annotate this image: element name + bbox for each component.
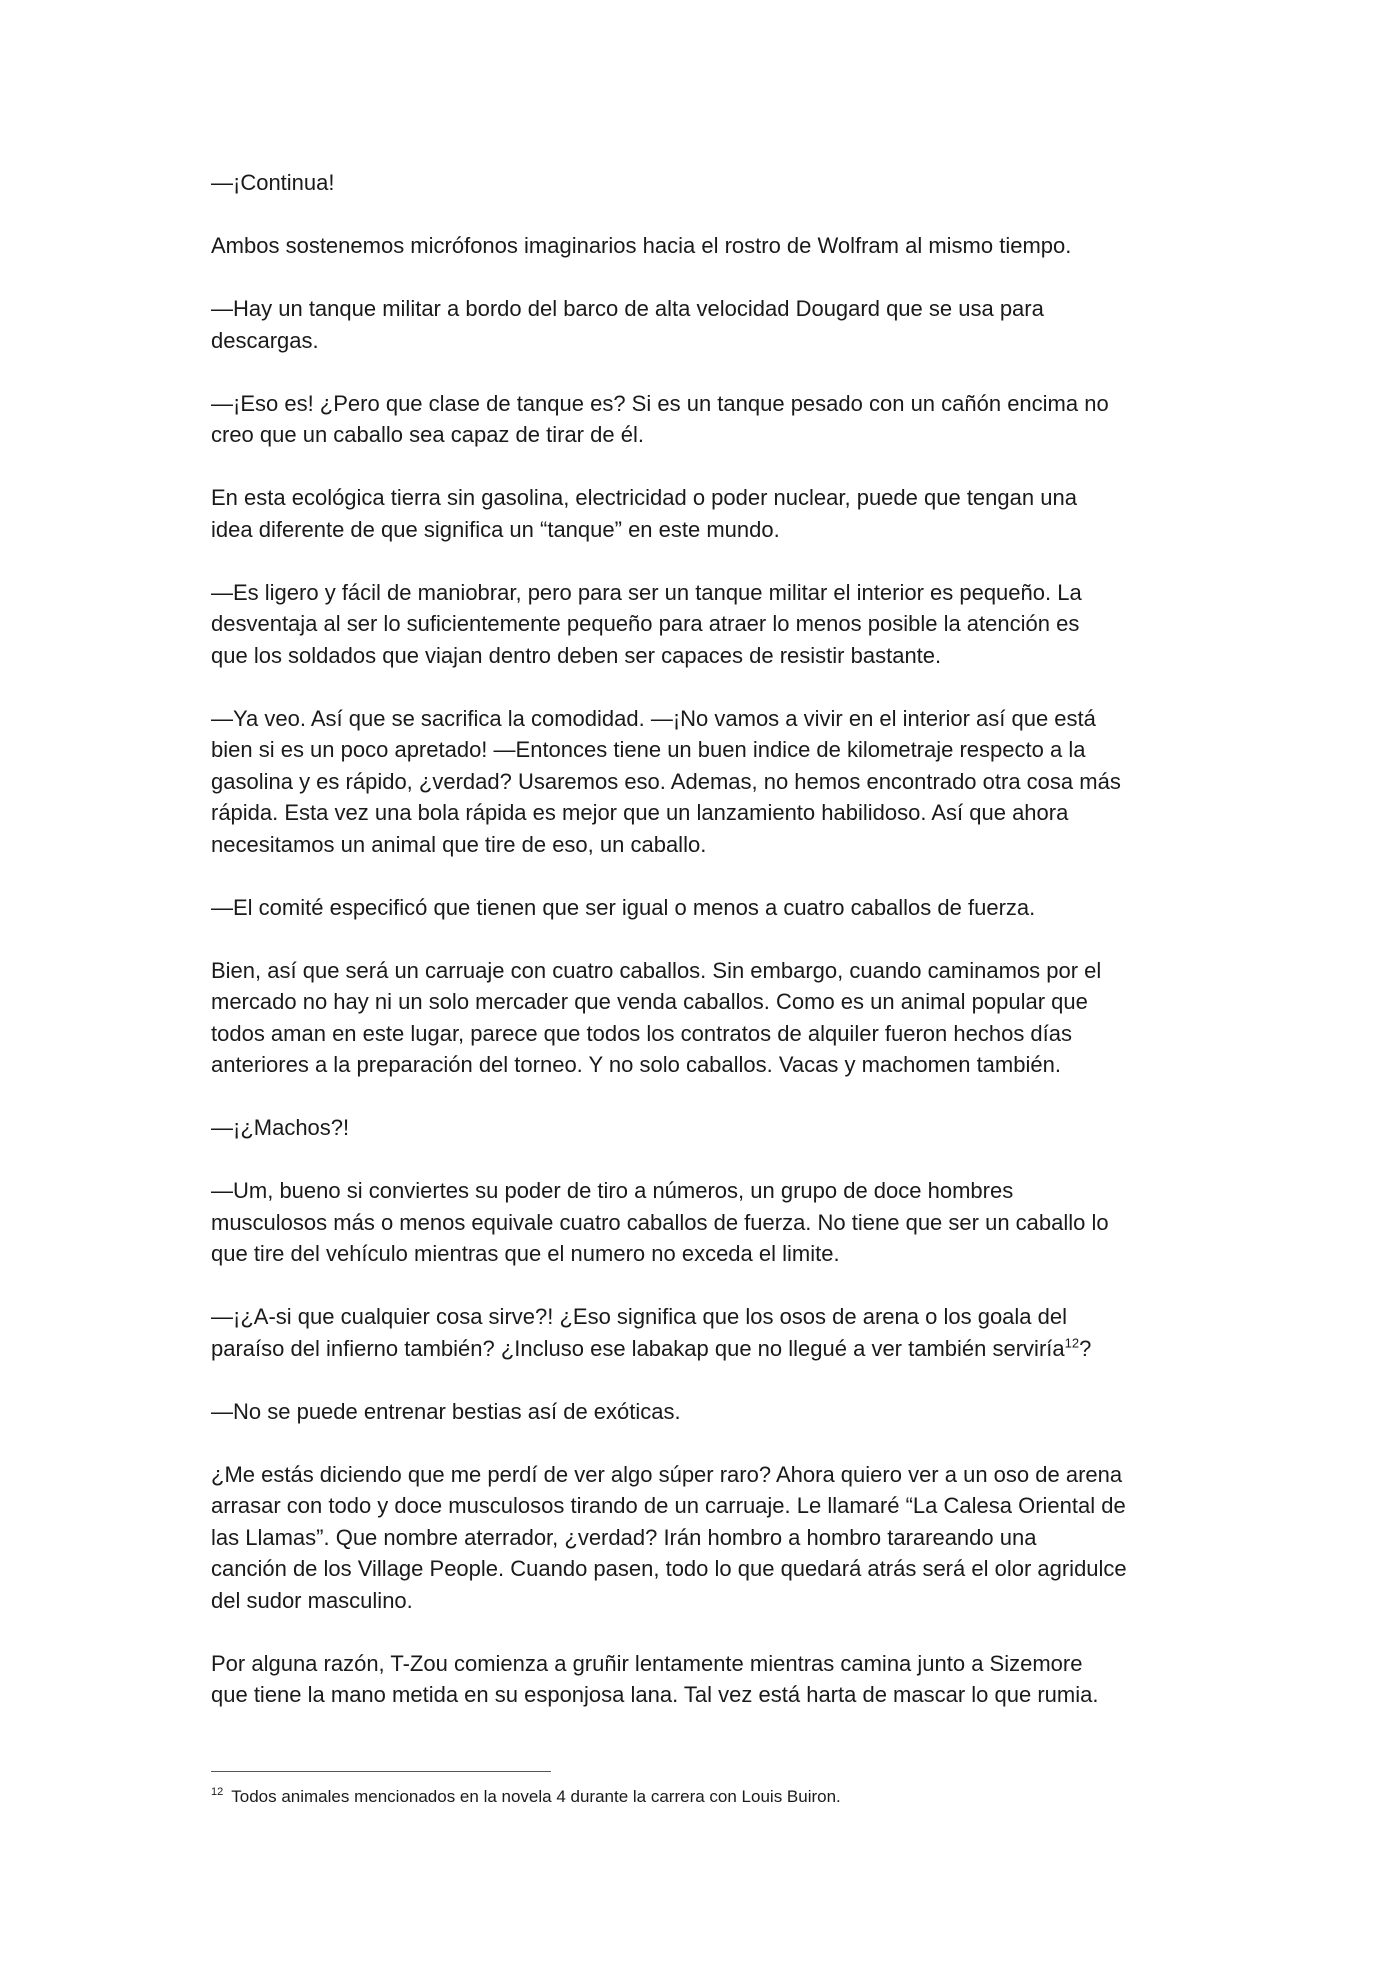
text-line: —Hay un tanque militar a bordo del barco de alta velocidad Dougard que se usa para	[211, 296, 1044, 321]
paragraph	[211, 955, 1196, 1081]
text-line: anteriores a la preparación del torneo. Y no solo caballos. Vacas y machomen también.	[211, 1052, 1061, 1077]
text-line: que los soldados que viajan dentro deben ser capaces de resistir bastante.	[211, 642, 942, 668]
text-line: —Es ligero y fácil de maniobrar, pero para ser un tanque militar el interior es pequeño. La	[211, 579, 1082, 605]
text-line: Bien, así que será un carruaje con cuatro caballos. Sin embargo, cuando caminamos por el	[211, 957, 1102, 983]
paragraph	[211, 577, 1196, 672]
text-line: canción de los Village People. Cuando pasen, todo lo que quedará atrás será el olor agridulce	[211, 1556, 1127, 1581]
paragraphs-before-footnote	[211, 167, 1196, 1270]
footnote	[211, 1786, 841, 1808]
text-line: desventaja al ser lo suficientemente pequeño para atraer lo menos posible la atención es	[211, 611, 1080, 636]
paragraph	[211, 892, 1196, 924]
text-line: creo que un caballo sea capaz de tirar de él.	[211, 422, 644, 447]
paragraph	[211, 230, 1196, 262]
text-line: Ambos sostenemos micrófonos imaginarios hacia el rostro de Wolfram al mismo tiempo.	[211, 233, 1072, 258]
text-line: que tire del vehículo mientras que el numero no exceda el limite.	[211, 1241, 840, 1266]
text-line: arrasar con todo y doce musculosos tirando de un carruaje. Le llamaré “La Calesa Oriental de	[211, 1493, 1126, 1518]
footnote-separator	[211, 1771, 551, 1772]
text-segment: ?	[1079, 1335, 1092, 1361]
text-line: necesitamos un animal que tire de eso, un caballo.	[211, 831, 707, 857]
text-line: descargas.	[211, 327, 319, 353]
paragraph	[211, 293, 1196, 356]
text-line: ¿Me estás diciendo que me perdí de ver algo súper raro? Ahora quiero ver a un oso de arena	[211, 1461, 1123, 1487]
paragraph	[211, 703, 1196, 861]
paragraph	[211, 1459, 1196, 1617]
text-line: —¡Continua!	[211, 170, 335, 195]
paragraph	[211, 482, 1196, 545]
text-line: —¡Eso es! ¿Pero que clase de tanque es? Si es un tanque pesado con un cañón encima no	[211, 390, 1109, 416]
text-line: En esta ecológica tierra sin gasolina, electricidad o poder nuclear, puede que tengan una	[211, 485, 1077, 510]
text-line: que tiene la mano metida en su esponjosa lana. Tal vez está harta de mascar lo que rumia.	[211, 1682, 1099, 1707]
paragraph-with-footnote-ref	[211, 1301, 1196, 1364]
text-line: —Um, bueno si conviertes su poder de tiro a números, un grupo de doce hombres	[211, 1178, 1014, 1203]
text-line: bien si es un poco apretado! —Entonces tiene un buen indice de kilometraje respecto a la	[211, 737, 1086, 762]
text-line: del sudor masculino.	[211, 1587, 413, 1613]
text-line: —El comité especificó que tienen que ser igual o menos a cuatro caballos de fuerza.	[211, 894, 1036, 920]
text-line: gasolina y es rápido, ¿verdad? Usaremos eso. Ademas, no hemos encontrado otra cosa más	[211, 768, 1121, 794]
footnote-number: 12	[211, 1786, 224, 1799]
text-line: —Ya veo. Así que se sacrifica la comodidad. —¡No vamos a vivir en el interior así que está	[211, 705, 1096, 731]
paragraph	[211, 167, 1196, 199]
paragraph	[211, 388, 1196, 451]
paragraphs-after-footnote	[211, 1396, 1196, 1711]
text-line: rápida. Esta vez una bola rápida es mejor que un lanzamiento habilidoso. Así que ahora	[211, 800, 1069, 825]
text-line: Por alguna razón, T-Zou comienza a gruñir lentamente mientras camina junto a Sizemore	[211, 1650, 1083, 1676]
footnote-reference[interactable]: 12	[1064, 1335, 1080, 1351]
paragraph	[211, 1648, 1196, 1711]
text-line: —No se puede entrenar bestias así de exóticas.	[211, 1398, 681, 1424]
text-segment: paraíso del infierno también? ¿Incluso ese labakap que no llegué a ver también serviría	[211, 1335, 1065, 1361]
text-line: las Llamas”. Que nombre aterrador, ¿verdad? Irán hombro a hombro tarareando una	[211, 1524, 1037, 1550]
footnote-text: Todos animales mencionados en la novela 4 durante la carrera con Louis Buiron.	[231, 1787, 841, 1806]
paragraph	[211, 1175, 1196, 1270]
text-line: idea diferente de que significa un “tanque” en este mundo.	[211, 516, 780, 542]
text-line: —¡¿A-si que cualquier cosa sirve?! ¿Eso significa que los osos de arena o los goala del	[211, 1304, 1068, 1329]
paragraph	[211, 1396, 1196, 1428]
text-line: mercado no hay ni un solo mercader que venda caballos. Como es un animal popular que	[211, 989, 1088, 1014]
paragraph	[211, 1112, 1196, 1144]
text-line: todos aman en este lugar, parece que todos los contratos de alquiler fueron hechos días	[211, 1020, 1073, 1046]
body-text	[211, 167, 1196, 1742]
text-line: musculosos más o menos equivale cuatro caballos de fuerza. No tiene que ser un caballo lo	[211, 1209, 1109, 1235]
text-line: —¡¿Machos?!	[211, 1115, 350, 1140]
text-line	[211, 1333, 1196, 1365]
